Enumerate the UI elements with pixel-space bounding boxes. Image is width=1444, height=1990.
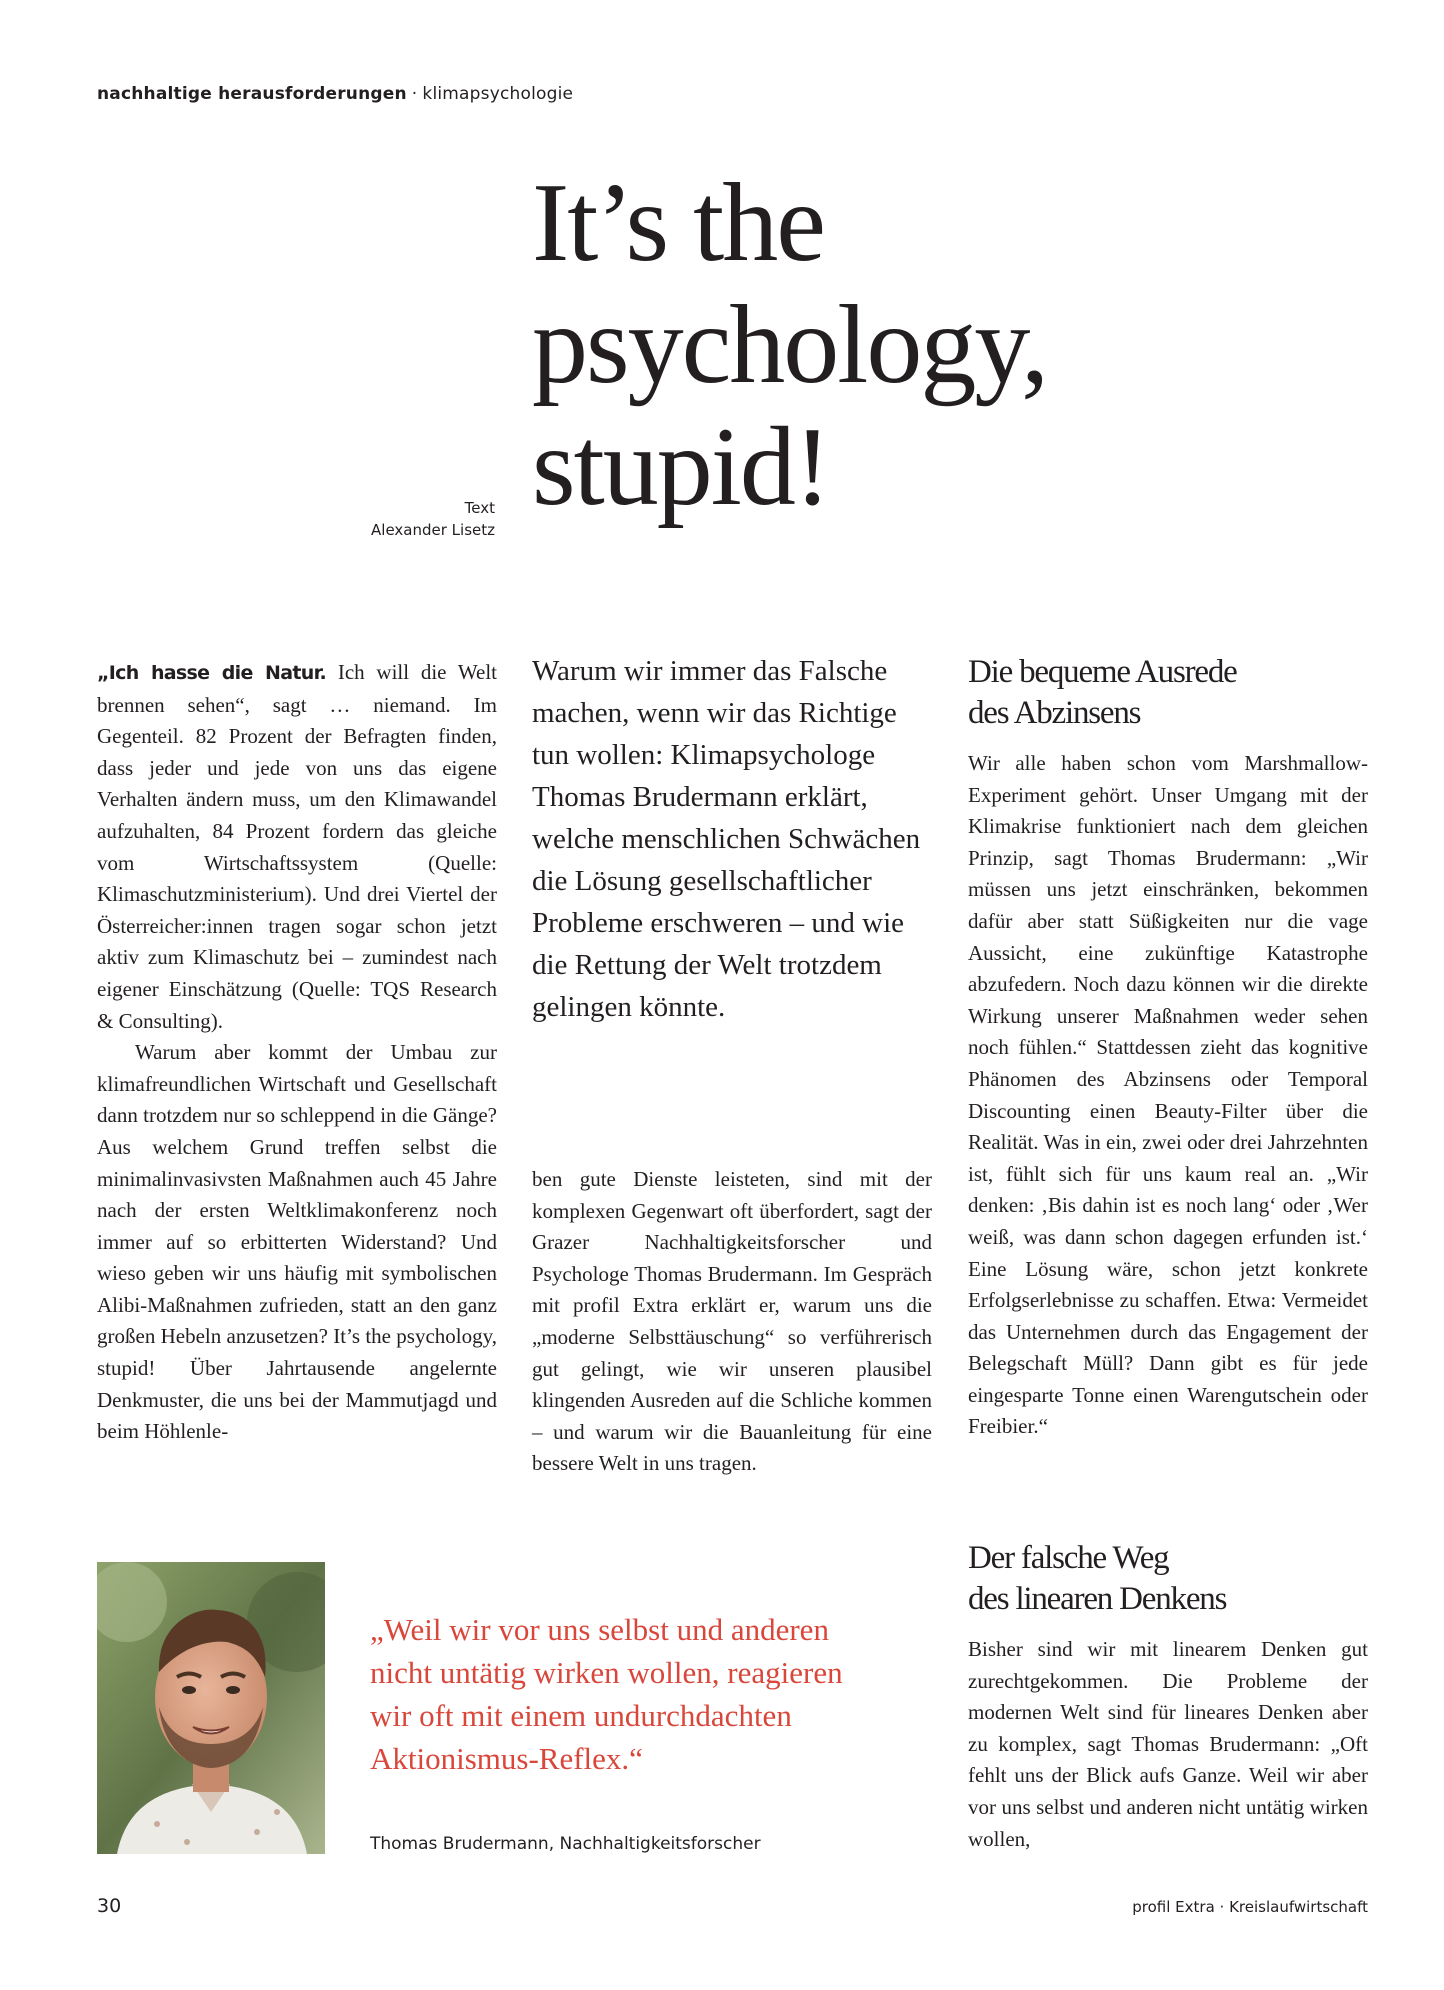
pull-quote: „Weil wir vor uns selbst und anderen nicht untätig wirken wollen, reagieren wir oft mit einem undurchdachten Aktionismus-Reflex.“	[370, 1612, 843, 1776]
footer-publication: profil Extra · Kreislaufwirtschaft	[1132, 1898, 1368, 1916]
intro-standfirst: Warum wir immer das Falsche machen, wenn wir das Richtige tun wollen: Klimapsychologe Thomas Brudermann erklärt, welche menschlichen Schwächen die Lösung gesellschaftlicher Probleme erschweren – und wie die Rettung der Welt trotzdem gelingen könnte.	[532, 655, 921, 1023]
headline	[532, 162, 1047, 528]
paragraph-1-text: Ich will die Welt brennen sehen“, sagt … niemand. Im Gegenteil. 82 Prozent der Befragten finden, dass jeder und jede von uns das eigene Verhalten ändern muss, um den Klimawandel aufzuhalten, 84 Prozent fordern das gleiche vom Wirtschaftssystem (Quelle: Klimaschutzministerium). Und drei Viertel der Österreicher:innen tragen sogar schon jetzt aktiv zum Klimaschutz bei – zumindest nach eigener Einschätzung (Quelle: TQS Research & Consulting).	[97, 660, 497, 1033]
header-separator: ·	[411, 84, 418, 104]
byline-author: Alexander Lisetz	[371, 521, 495, 539]
pull-quote-attribution: Thomas Brudermann, Nachhaltigkeitsforscher	[370, 1834, 761, 1854]
subhead-1-line-2: des Abzinsens	[968, 695, 1141, 731]
portrait-photo	[97, 1562, 325, 1854]
lead-in: „Ich hasse die Natur.	[97, 662, 327, 684]
subsection-title: klimapsychologie	[422, 84, 574, 104]
subhead-1-line-1: Die bequeme Ausrede	[968, 654, 1237, 690]
body-paragraph-2: Warum aber kommt der Umbau zur klimafreundlichen Wirtschaft und Gesellschaft dann trotzdem nur so schleppend in die Gänge? Aus welchem Grund treffen selbst die minimalinvasivsten Maßnahmen auch 45 Jahre nach der ersten Weltklimakonferenz noch immer auf so erbitterten Widerstand? Und wieso geben wir uns häufig mit symbolischen Alibi-Maßnahmen zufrieden, statt an den ganz großen Hebeln anzusetzen? It’s the psychology, stupid! Über Jahrtausende angelernte Denkmuster, die uns bei der Mammutjagd und beim Höhlenle-	[97, 1040, 497, 1444]
subhead-abzinsen	[968, 652, 1368, 734]
body-column-3-section-2	[968, 1634, 1368, 1855]
byline	[330, 497, 495, 541]
headline-line-1: It’s the	[532, 161, 824, 285]
subhead-2-line-1: Der falsche Weg	[968, 1540, 1169, 1576]
section-title: nachhaltige herausforderungen	[97, 84, 407, 104]
body-column-1	[97, 657, 497, 1448]
headline-line-3: stupid!	[532, 405, 830, 529]
byline-label: Text	[464, 499, 495, 517]
section-header	[97, 84, 573, 104]
subhead-lineares-denken	[968, 1538, 1368, 1620]
portrait-illustration	[97, 1562, 325, 1854]
body-paragraph-1	[97, 657, 497, 1037]
body-column-3-section-1	[968, 748, 1368, 1443]
body-column-2	[532, 1164, 932, 1480]
body-column-3-text-2: Bisher sind wir mit linearem Denken gut zurechtgekommen. Die Probleme der modernen Welt sind für lineares Denken aber zu komplex, sagt Thomas Brudermann: „Oft fehlt uns der Blick aufs Ganze. Weil wir aber vor uns selbst und anderen nicht untätig wirken wollen,	[968, 1637, 1368, 1851]
page-number: 30	[97, 1895, 122, 1917]
body-column-3-text-1: Wir alle haben schon vom Marshmallow-Experiment gehört. Unser Umgang mit der Klimakrise funktioniert nach dem gleichen Prinzip, sagt Thomas Brudermann: „Wir müssen uns jetzt einschränken, bekommen dafür aber statt Süßigkeiten nur die vage Aussicht, eine zukünftige Katastrophe abzufedern. Noch dazu können wir die direkte Wirkung unserer Maßnahmen weder sehen noch fühlen.“ Stattdessen zieht das kognitive Phänomen des Abzinsens oder Temporal Discounting einen Beauty-Filter über die Realität. Was in ein, zwei oder drei Jahrzehnten ist, fühlt sich für uns kaum real an. „Wir denken: ‚Bis dahin ist es noch lang‘ oder ‚Wer weiß, was dann schon dagegen erfunden ist.‘ Eine Lösung wäre, schon jetzt konkrete Erfolgserlebnisse zu schaffen. Etwa: Vermeidet das Unternehmen durch das Engagement der Belegschaft Müll? Dann gibt es für jede eingesparte Tonne einen Warengutschein oder Freibier.“	[968, 751, 1368, 1439]
body-column-2-text: ben gute Dienste leisteten, sind mit der komplexen Gegenwart oft überfordert, sagt der Grazer Nachhaltigkeitsforscher und Psychologe Thomas Brudermann. Im Gespräch mit profil Extra erklärt er, warum uns die „moderne Selbsttäuschung“ so verführerisch gut gelingt, wie wir unseren plausibel klingenden Ausreden auf die Schliche kommen – und warum wir die Bauanleitung für eine bessere Welt in uns tragen.	[532, 1167, 932, 1476]
headline-line-2: psychology,	[532, 283, 1048, 407]
subhead-2-line-2: des linearen Denkens	[968, 1581, 1227, 1617]
